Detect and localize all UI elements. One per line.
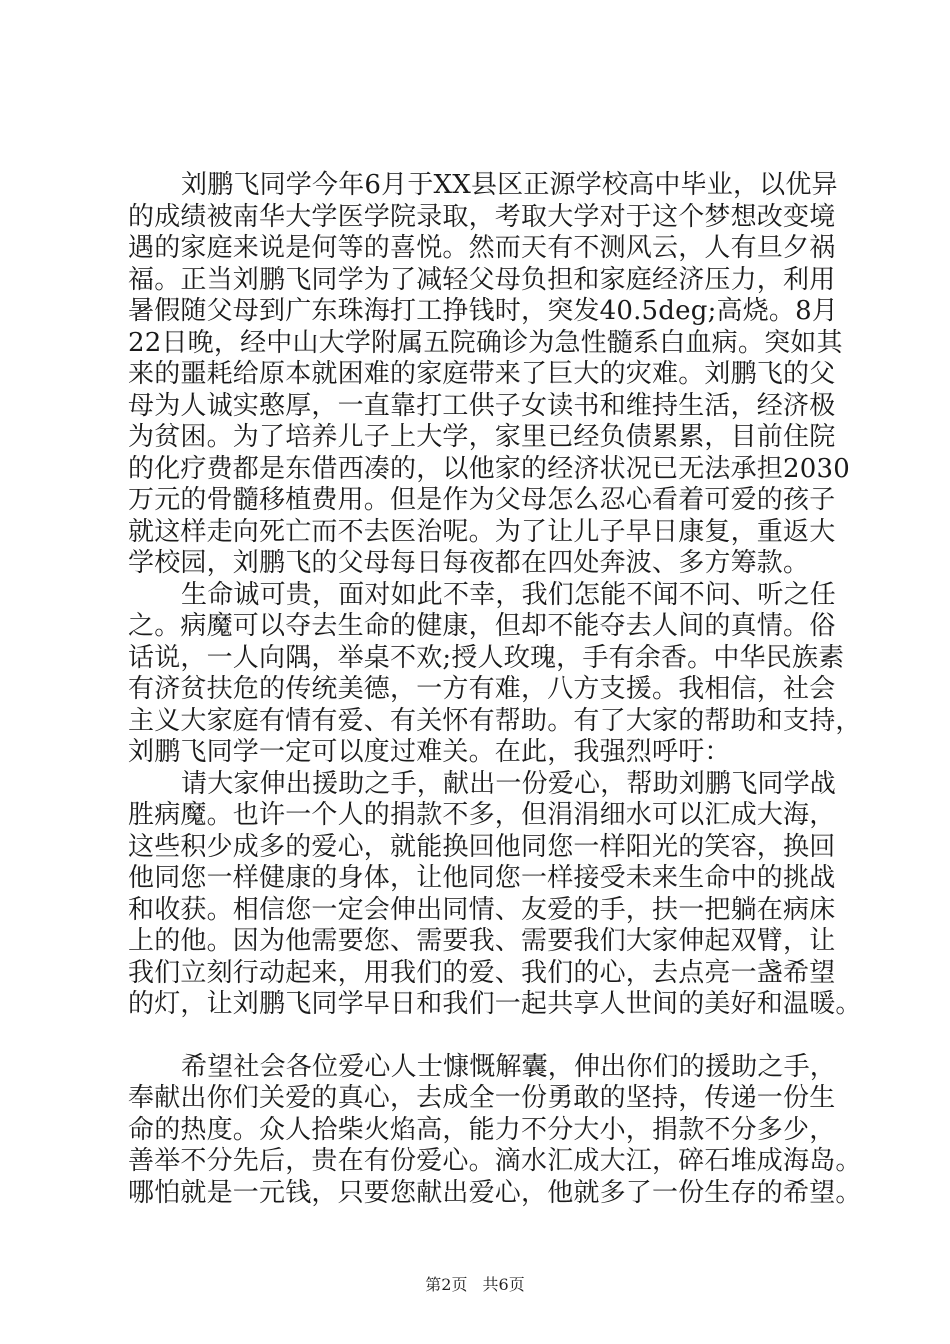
text-line: 请大家伸出援助之手，献出一份爱心，帮助刘鹏飞同学战 bbox=[181, 768, 837, 799]
text-line: 万元的骨髓移植费用。但是作为父母怎么忍心看着可爱的孩子 bbox=[128, 485, 836, 515]
page-total: 共6页 bbox=[482, 1275, 525, 1294]
text-line: 的成绩被南华大学医学院录取，考取大学对于这个梦想改变境 bbox=[128, 201, 836, 232]
paragraph-4 bbox=[128, 1051, 862, 1210]
text-line: 之。病魔可以夺去生命的健康，但却不能夺去人间的真情。俗 bbox=[128, 611, 836, 641]
text-line: 来的噩耗给原本就困难的家庭带来了巨大的灾难。刘鹏飞的父 bbox=[128, 359, 836, 389]
text-line: 我们立刻行动起来，用我们的爱、我们的心，去点亮一盏希望 bbox=[128, 957, 836, 988]
text-line: 有济贫扶危的传统美德，一方有难，八方支援。我相信，社会 bbox=[128, 674, 836, 704]
text-line: 上的他。因为他需要您、需要我、需要我们大家伸起双臂，让 bbox=[128, 926, 836, 956]
text-line: 希望社会各位爱心人士慷慨解囊，伸出你们的援助之手， bbox=[181, 1051, 837, 1082]
text-line: 母为人诚实憨厚，一直靠打工供子女读书和维持生活，经济极 bbox=[128, 390, 836, 421]
paragraph-1 bbox=[128, 170, 858, 580]
page-number: 第2页 bbox=[425, 1275, 468, 1294]
document-body bbox=[128, 170, 862, 1209]
text-line: 胜病魔。也许一个人的捐款不多，但涓涓细水可以汇成大海， bbox=[128, 800, 836, 830]
text-line: 学校园，刘鹏飞的父母每日每夜都在四处奔波、多方筹款。 bbox=[128, 548, 810, 578]
text-line: 主义大家庭有情有爱、有关怀有帮助。有了大家的帮助和支持， bbox=[128, 705, 862, 736]
text-line: 22日晚，经中山大学附属五院确诊为急性髓系白血病。突如其 bbox=[128, 327, 843, 358]
text-line: 的灯，让刘鹏飞同学早日和我们一起共享人世间的美好和温暖。 bbox=[128, 989, 862, 1019]
text-line: 刘鹏飞同学今年6月于XX县区正源学校高中毕业，以优异 bbox=[181, 170, 838, 200]
text-line: 遇的家庭来说是何等的喜悦。然而天有不测风云，人有旦夕祸 bbox=[128, 233, 836, 263]
page-footer bbox=[0, 1272, 950, 1295]
text-line: 他同您一样健康的身体，让他同您一样接受未来生命中的挑战 bbox=[128, 863, 836, 893]
text-line: 这些积少成多的爱心，就能换回他同您一样阳光的笑容，换回 bbox=[128, 831, 836, 862]
text-line: 的化疗费都是东借西凑的，以他家的经济状况已无法承担2030 bbox=[128, 453, 850, 484]
text-line: 命的热度。众人拾柴火焰高，能力不分大小，捐款不分多少， bbox=[128, 1114, 836, 1145]
text-line: 福。正当刘鹏飞同学为了减轻父母负担和家庭经济压力，利用 bbox=[128, 264, 836, 295]
text-line: 善举不分先后，贵在有份爱心。滴水汇成大江，碎石堆成海岛。 bbox=[128, 1146, 862, 1176]
text-line: 话说，一人向隅，举桌不欢;授人玫瑰，手有余香。中华民族素 bbox=[128, 642, 845, 673]
text-line: 和收获。相信您一定会伸出同情、友爱的手，扶一把躺在病床 bbox=[128, 894, 836, 925]
text-line: 奉献出你们关爱的真心，去成全一份勇敢的坚持，传递一份生 bbox=[128, 1083, 836, 1113]
text-line: 为贫困。为了培养儿子上大学，家里已经负债累累，目前住院 bbox=[128, 422, 836, 452]
text-line: 刘鹏飞同学一定可以度过难关。在此，我强烈呼吁： bbox=[128, 737, 731, 767]
paragraph-spacer bbox=[128, 1021, 858, 1052]
text-line: 就这样走向死亡而不去医治呢。为了让儿子早日康复，重返大 bbox=[128, 516, 836, 547]
paragraph-3 bbox=[128, 768, 862, 1021]
text-line: 生命诚可贵，面对如此不幸，我们怎能不闻不问、听之任 bbox=[181, 579, 837, 610]
text-line: 哪怕就是一元钱，只要您献出爱心，他就多了一份生存的希望。 bbox=[128, 1177, 862, 1208]
paragraph-2 bbox=[128, 579, 862, 769]
text-line: 暑假随父母到广东珠海打工挣钱时，突发40.5deg;高烧。8月 bbox=[128, 296, 839, 326]
